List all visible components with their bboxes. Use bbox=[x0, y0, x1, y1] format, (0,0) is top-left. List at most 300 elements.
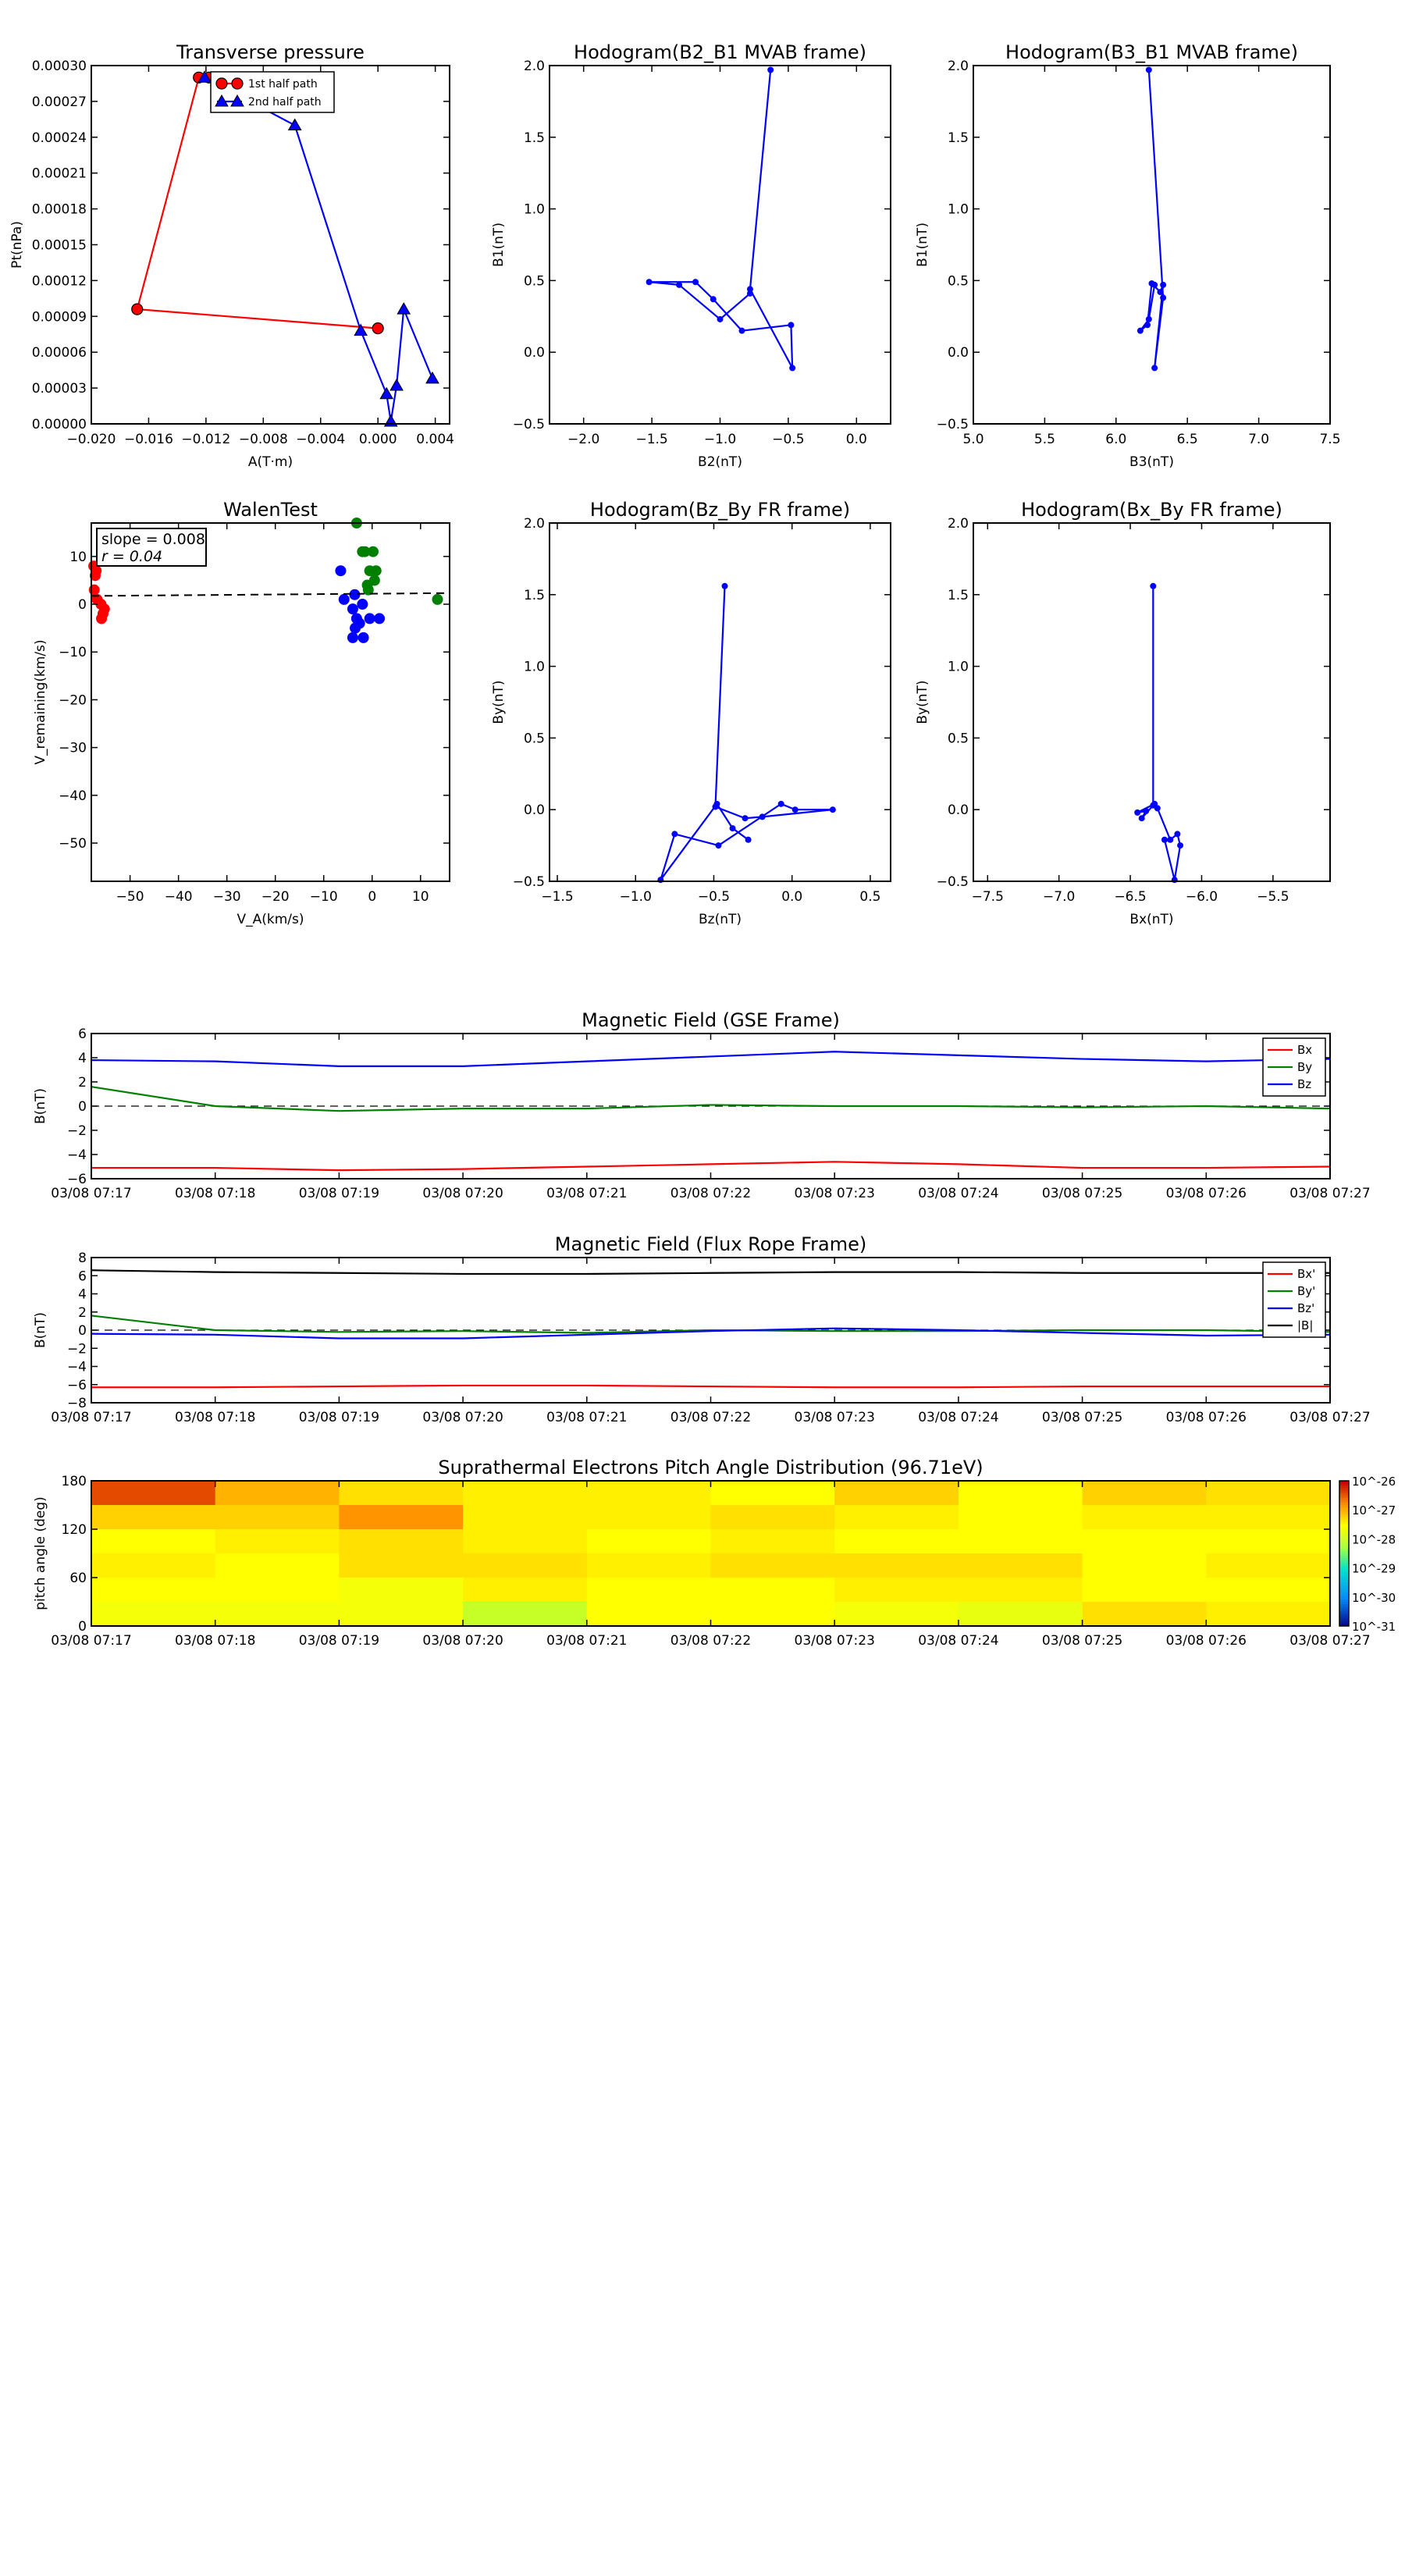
heatmap-cell bbox=[959, 1529, 1083, 1554]
chart-h1 bbox=[491, 41, 891, 470]
y-tick-label: −2 bbox=[66, 1341, 87, 1357]
x-tick-label: −0.012 bbox=[181, 432, 231, 447]
y-tick-label: 1.0 bbox=[947, 201, 969, 218]
series-0-point-3 bbox=[788, 322, 794, 328]
colorbar-segment bbox=[1339, 1507, 1349, 1510]
y-tick-label: 0.0 bbox=[523, 802, 545, 819]
series-0-point-7 bbox=[1137, 328, 1144, 334]
x-tick-label: 03/08 07:17 bbox=[51, 1410, 132, 1425]
legend-label-0: 1st half path bbox=[248, 78, 318, 91]
heatmap-cell bbox=[339, 1505, 463, 1530]
colorbar-segment bbox=[1339, 1553, 1349, 1557]
colorbar-segment bbox=[1339, 1582, 1349, 1585]
heatmap-cell bbox=[1083, 1505, 1207, 1530]
legend-label-1: By bbox=[1297, 1060, 1313, 1074]
chart-title: Magnetic Field (Flux Rope Frame) bbox=[554, 1233, 867, 1255]
y-tick-label: 0.00006 bbox=[31, 345, 87, 361]
y-tick-label: −20 bbox=[59, 692, 87, 709]
colorbar-segment bbox=[1339, 1525, 1349, 1528]
series-line-0 bbox=[91, 1162, 1330, 1170]
legend-label-3: |B| bbox=[1297, 1318, 1314, 1332]
chart-h3 bbox=[491, 499, 891, 927]
series-2-point-11 bbox=[357, 599, 368, 610]
heatmap-cell bbox=[91, 1553, 215, 1578]
heatmap-cell bbox=[834, 1481, 959, 1506]
y-tick-label: 6 bbox=[78, 1026, 87, 1042]
y-tick-label: 60 bbox=[69, 1571, 87, 1586]
x-tick-label: −0.004 bbox=[296, 432, 346, 447]
heatmap-cell bbox=[1206, 1529, 1330, 1554]
colorbar-label: 10^-30 bbox=[1352, 1590, 1396, 1605]
colorbar-segment bbox=[1339, 1485, 1349, 1489]
y-tick-label: 0.5 bbox=[947, 273, 969, 290]
x-tick-label: −40 bbox=[164, 889, 193, 905]
y-axis-label: B1(nT) bbox=[491, 222, 507, 267]
series-line-0 bbox=[91, 1386, 1330, 1387]
x-tick-label: 03/08 07:27 bbox=[1289, 1410, 1371, 1425]
y-tick-label: 1.5 bbox=[523, 130, 545, 146]
chart-title: Hodogram(B2_B1 MVAB frame) bbox=[574, 41, 866, 63]
series-1-point-6 bbox=[397, 303, 410, 314]
colorbar-segment bbox=[1339, 1522, 1349, 1525]
heatmap-cell bbox=[1083, 1529, 1207, 1554]
x-tick-label: −0.008 bbox=[238, 432, 288, 447]
colorbar-segment bbox=[1339, 1551, 1349, 1554]
y-axis-label: By(nT) bbox=[491, 680, 507, 724]
y-tick-label: 2 bbox=[78, 1304, 87, 1321]
y-tick-label: 0 bbox=[78, 1099, 87, 1115]
series-0-point-1 bbox=[1160, 294, 1166, 301]
series-2-point-9 bbox=[350, 623, 361, 634]
y-tick-label: −8 bbox=[66, 1396, 87, 1411]
annotation-slope: slope = 0.008 bbox=[101, 531, 205, 548]
heatmap-cell bbox=[587, 1529, 711, 1554]
colorbar-segment bbox=[1339, 1539, 1349, 1542]
colorbar-segment bbox=[1339, 1532, 1349, 1535]
colorbar-label: 10^-26 bbox=[1352, 1475, 1396, 1489]
colorbar-segment bbox=[1339, 1500, 1349, 1503]
colorbar-segment bbox=[1339, 1568, 1349, 1571]
colorbar-segment bbox=[1339, 1592, 1349, 1596]
colorbar-segment bbox=[1339, 1544, 1349, 1547]
y-tick-label: −4 bbox=[66, 1359, 87, 1375]
series-2-point-7 bbox=[374, 613, 385, 624]
x-tick-label: 0.0 bbox=[845, 432, 867, 447]
chart-title: Transverse pressure bbox=[176, 41, 365, 63]
colorbar-segment bbox=[1339, 1488, 1349, 1491]
x-tick-label: 6.5 bbox=[1176, 432, 1198, 447]
colorbar-segment bbox=[1339, 1558, 1349, 1561]
y-tick-label: 0 bbox=[78, 597, 87, 614]
heatmap-cell bbox=[587, 1481, 711, 1506]
series-0-point-6 bbox=[1144, 322, 1151, 328]
heatmap-cell bbox=[463, 1553, 587, 1578]
heatmap-cell bbox=[91, 1578, 215, 1603]
y-tick-label: 0 bbox=[78, 1619, 87, 1635]
series-0-point-11 bbox=[730, 825, 736, 831]
series-0-point-9 bbox=[1151, 282, 1158, 288]
fit-line bbox=[91, 593, 450, 596]
colorbar-segment bbox=[1339, 1490, 1349, 1493]
heatmap-cell bbox=[1083, 1481, 1207, 1506]
x-tick-label: −1.0 bbox=[703, 432, 737, 447]
y-tick-label: 0.5 bbox=[947, 731, 969, 747]
y-tick-label: 0.00021 bbox=[31, 165, 87, 182]
heatmap-cell bbox=[1206, 1602, 1330, 1627]
heatmap-cell bbox=[463, 1602, 587, 1627]
heatmap-cell bbox=[463, 1481, 587, 1506]
series-0-point-4 bbox=[1157, 289, 1163, 295]
colorbar-segment bbox=[1339, 1529, 1349, 1532]
x-axis-label: B2(nT) bbox=[698, 454, 742, 470]
heatmap-cell bbox=[959, 1505, 1083, 1530]
x-tick-label: −6.5 bbox=[1114, 889, 1147, 905]
x-tick-label: 03/08 07:19 bbox=[298, 1633, 380, 1649]
heatmap-cell bbox=[834, 1602, 959, 1627]
heatmap-cell bbox=[463, 1529, 587, 1554]
heatmap-cell bbox=[587, 1602, 711, 1627]
x-tick-label: 03/08 07:21 bbox=[546, 1410, 628, 1425]
colorbar-segment bbox=[1339, 1578, 1349, 1581]
heatmap-cell bbox=[339, 1481, 463, 1506]
heatmap-cell bbox=[834, 1529, 959, 1554]
heatmap-cell bbox=[587, 1553, 711, 1578]
colorbar-segment bbox=[1339, 1566, 1349, 1569]
colorbar-segment bbox=[1339, 1517, 1349, 1521]
x-axis-label: Bx(nT) bbox=[1129, 912, 1174, 927]
y-tick-label: −50 bbox=[59, 836, 87, 852]
heatmap-cell bbox=[339, 1578, 463, 1603]
x-axis-label: A(T·m) bbox=[247, 454, 293, 470]
heatmap-cell bbox=[339, 1553, 463, 1578]
x-tick-label: 03/08 07:17 bbox=[51, 1633, 132, 1649]
x-tick-label: 03/08 07:21 bbox=[546, 1186, 628, 1201]
x-tick-label: −0.5 bbox=[697, 889, 731, 905]
x-tick-label: 03/08 07:26 bbox=[1165, 1186, 1247, 1201]
chart-bgse bbox=[33, 1009, 1371, 1201]
colorbar-label: 10^-31 bbox=[1352, 1620, 1396, 1634]
colorbar-segment bbox=[1339, 1571, 1349, 1574]
series-0-point-11 bbox=[1161, 837, 1168, 843]
heatmap-cell bbox=[215, 1529, 340, 1554]
x-tick-label: 03/08 07:26 bbox=[1165, 1410, 1247, 1425]
heatmap-cell bbox=[1206, 1578, 1330, 1603]
heatmap-cell bbox=[215, 1578, 340, 1603]
y-tick-label: 6 bbox=[78, 1268, 87, 1285]
series-line-0 bbox=[649, 70, 793, 368]
y-tick-label: 0.00000 bbox=[31, 417, 87, 432]
annotation-r: r = 0.04 bbox=[101, 548, 163, 565]
y-tick-label: 4 bbox=[78, 1286, 87, 1303]
x-tick-label: 10 bbox=[411, 889, 429, 905]
x-tick-label: 6.0 bbox=[1105, 432, 1127, 447]
y-tick-label: 2 bbox=[78, 1075, 87, 1091]
series-1-point-2 bbox=[368, 546, 379, 557]
x-tick-label: 0.0 bbox=[781, 889, 803, 905]
series-line-3 bbox=[91, 1270, 1330, 1274]
colorbar-segment bbox=[1339, 1527, 1349, 1530]
heatmap-cell bbox=[834, 1578, 959, 1603]
colorbar-label: 10^-28 bbox=[1352, 1532, 1396, 1547]
colorbar-segment bbox=[1339, 1590, 1349, 1593]
series-2-point-0 bbox=[335, 565, 346, 576]
series-0-point-3 bbox=[1160, 282, 1166, 288]
chart-h2 bbox=[915, 41, 1341, 470]
colorbar-segment bbox=[1339, 1493, 1349, 1496]
legend-label-0: Bx' bbox=[1297, 1267, 1316, 1281]
series-0-point-10 bbox=[747, 290, 753, 297]
series-0-point-0 bbox=[1146, 67, 1152, 73]
chart-pad bbox=[33, 1457, 1396, 1649]
series-0-point-7 bbox=[646, 279, 653, 285]
x-tick-label: 5.0 bbox=[962, 432, 984, 447]
series-0-point-6 bbox=[99, 603, 110, 614]
y-tick-label: 2.0 bbox=[523, 516, 545, 532]
series-line-1 bbox=[91, 1087, 1330, 1111]
x-tick-label: 7.0 bbox=[1248, 432, 1270, 447]
colorbar-segment bbox=[1339, 1604, 1349, 1607]
heatmap-cell bbox=[959, 1578, 1083, 1603]
series-0-point-4 bbox=[830, 806, 836, 813]
x-tick-label: 03/08 07:24 bbox=[918, 1186, 999, 1201]
heatmap-cell bbox=[1206, 1481, 1330, 1506]
y-tick-label: −2 bbox=[66, 1123, 87, 1139]
x-tick-label: −0.020 bbox=[66, 432, 116, 447]
chart-title: Magnetic Field (GSE Frame) bbox=[582, 1009, 840, 1031]
colorbar-segment bbox=[1339, 1546, 1349, 1550]
x-tick-label: 03/08 07:19 bbox=[298, 1410, 380, 1425]
heatmap-cell bbox=[1083, 1578, 1207, 1603]
y-tick-label: 0.5 bbox=[523, 273, 545, 290]
x-tick-label: 03/08 07:18 bbox=[175, 1186, 256, 1201]
plot-frame bbox=[550, 66, 891, 424]
series-1-point-1 bbox=[289, 119, 301, 130]
colorbar-segment bbox=[1339, 1556, 1349, 1559]
y-tick-label: 10 bbox=[69, 549, 87, 565]
series-2-point-1 bbox=[339, 594, 350, 605]
y-tick-label: 2.0 bbox=[523, 59, 545, 74]
y-axis-label: B(nT) bbox=[33, 1311, 48, 1349]
colorbar-segment bbox=[1339, 1609, 1349, 1612]
series-0-point-1 bbox=[132, 304, 143, 315]
plot-frame bbox=[91, 66, 450, 424]
heatmap-cell bbox=[711, 1553, 835, 1578]
heatmap-cell bbox=[339, 1602, 463, 1627]
y-tick-label: 8 bbox=[78, 1251, 87, 1266]
heatmap-cell bbox=[215, 1505, 340, 1530]
legend-label-2: Bz' bbox=[1297, 1301, 1315, 1315]
plot-frame bbox=[973, 523, 1330, 881]
legend-marker-0-point-1 bbox=[232, 78, 243, 89]
colorbar-segment bbox=[1339, 1520, 1349, 1523]
y-axis-label: V_remaining(km/s) bbox=[33, 639, 48, 765]
heatmap-cell bbox=[215, 1553, 340, 1578]
y-tick-label: 180 bbox=[61, 1474, 87, 1489]
x-tick-label: 03/08 07:23 bbox=[794, 1410, 875, 1425]
series-2-point-5 bbox=[358, 632, 369, 643]
heatmap-cell bbox=[711, 1602, 835, 1627]
colorbar-label: 10^-27 bbox=[1352, 1503, 1396, 1518]
y-tick-label: −0.5 bbox=[512, 417, 545, 432]
heatmap-cell bbox=[1083, 1553, 1207, 1578]
series-0-point-10 bbox=[713, 801, 720, 807]
heatmap-cell bbox=[1206, 1553, 1330, 1578]
heatmap-cell bbox=[339, 1529, 463, 1554]
y-axis-label: pitch angle (deg) bbox=[33, 1496, 48, 1610]
legend-label-2: Bz bbox=[1297, 1077, 1312, 1091]
y-tick-label: 0.5 bbox=[523, 731, 545, 747]
colorbar-segment bbox=[1339, 1483, 1349, 1486]
chart-tp bbox=[9, 41, 454, 470]
y-tick-label: 0.00003 bbox=[31, 381, 87, 397]
colorbar-segment bbox=[1339, 1542, 1349, 1545]
series-0-point-0 bbox=[767, 67, 774, 73]
series-0-point-8 bbox=[1146, 316, 1152, 322]
series-0-point-2 bbox=[1139, 815, 1145, 821]
y-tick-label: 0.0 bbox=[523, 345, 545, 361]
x-tick-label: 0.000 bbox=[358, 432, 397, 447]
y-axis-label: Pt(nPa) bbox=[9, 221, 25, 269]
heatmap-cell bbox=[711, 1481, 835, 1506]
series-2-point-6 bbox=[365, 613, 375, 624]
series-line-0 bbox=[137, 77, 378, 328]
y-tick-label: 1.0 bbox=[523, 201, 545, 218]
colorbar-segment bbox=[1339, 1619, 1349, 1622]
colorbar-segment bbox=[1339, 1534, 1349, 1537]
x-tick-label: 03/08 07:17 bbox=[51, 1186, 132, 1201]
series-0-point-0 bbox=[722, 583, 728, 589]
heatmap-cell bbox=[463, 1578, 587, 1603]
series-0-point-8 bbox=[671, 831, 678, 837]
colorbar-segment bbox=[1339, 1560, 1349, 1564]
x-axis-label: V_A(km/s) bbox=[237, 912, 304, 927]
colorbar-segment bbox=[1339, 1505, 1349, 1508]
colorbar-segment bbox=[1339, 1549, 1349, 1552]
series-line-2 bbox=[91, 1051, 1330, 1066]
colorbar-segment bbox=[1339, 1575, 1349, 1578]
y-tick-label: 2.0 bbox=[947, 516, 969, 532]
y-tick-label: −0.5 bbox=[936, 874, 969, 890]
y-tick-label: 0.00027 bbox=[31, 94, 87, 110]
x-tick-label: −0.5 bbox=[772, 432, 805, 447]
heatmap-cell bbox=[959, 1553, 1083, 1578]
series-0-point-5 bbox=[710, 296, 717, 302]
x-tick-label: 03/08 07:25 bbox=[1041, 1410, 1123, 1425]
chart-walen bbox=[33, 499, 450, 927]
colorbar-segment bbox=[1339, 1597, 1349, 1600]
x-axis-label: Bz(nT) bbox=[698, 912, 742, 927]
y-axis-label: B(nT) bbox=[33, 1087, 48, 1125]
colorbar-segment bbox=[1339, 1595, 1349, 1598]
y-tick-label: 0 bbox=[78, 1323, 87, 1339]
series-0-point-9 bbox=[1177, 842, 1183, 849]
series-0-point-0 bbox=[372, 323, 383, 334]
y-axis-label: By(nT) bbox=[915, 680, 930, 724]
x-tick-label: 03/08 07:23 bbox=[794, 1186, 875, 1201]
x-tick-label: 5.5 bbox=[1033, 432, 1055, 447]
y-tick-label: 120 bbox=[61, 1522, 87, 1538]
x-tick-label: 0 bbox=[368, 889, 377, 905]
chart-title: Suprathermal Electrons Pitch Angle Distribution (96.71eV) bbox=[438, 1457, 984, 1478]
series-1-point-5 bbox=[390, 379, 403, 390]
colorbar-segment bbox=[1339, 1510, 1349, 1513]
colorbar-segment bbox=[1339, 1599, 1349, 1603]
series-1-point-7 bbox=[426, 372, 439, 383]
x-tick-label: 03/08 07:18 bbox=[175, 1633, 256, 1649]
x-tick-label: 03/08 07:22 bbox=[670, 1633, 752, 1649]
series-line-0 bbox=[1140, 70, 1163, 368]
y-tick-label: 0.0 bbox=[947, 345, 969, 361]
legend-label-0: Bx bbox=[1297, 1043, 1313, 1057]
colorbar-segment bbox=[1339, 1580, 1349, 1583]
series-0-point-8 bbox=[91, 565, 101, 576]
legend-label-1: 2nd half path bbox=[248, 96, 322, 109]
x-tick-label: −1.5 bbox=[635, 432, 668, 447]
heatmap-cell bbox=[959, 1481, 1083, 1506]
y-tick-label: 2.0 bbox=[947, 59, 969, 74]
series-0-point-2 bbox=[742, 815, 749, 821]
series-0-point-7 bbox=[1167, 837, 1173, 843]
series-0-point-4 bbox=[738, 328, 745, 334]
heatmap-cell bbox=[834, 1505, 959, 1530]
x-tick-label: 03/08 07:20 bbox=[422, 1410, 503, 1425]
series-0-point-6 bbox=[1154, 805, 1161, 811]
series-0-point-12 bbox=[745, 837, 752, 843]
chart-title: Hodogram(B3_B1 MVAB frame) bbox=[1005, 41, 1298, 63]
heatmap-cell bbox=[587, 1578, 711, 1603]
plot-frame bbox=[91, 523, 450, 881]
heatmap-cell bbox=[959, 1602, 1083, 1627]
y-tick-label: 0.00009 bbox=[31, 309, 87, 326]
x-tick-label: 03/08 07:21 bbox=[546, 1633, 628, 1649]
colorbar-segment bbox=[1339, 1606, 1349, 1610]
y-tick-label: 0.00015 bbox=[31, 237, 87, 254]
series-0-point-3 bbox=[1143, 808, 1149, 814]
colorbar-segment bbox=[1339, 1614, 1349, 1617]
chart-title: Hodogram(Bz_By FR frame) bbox=[589, 499, 851, 521]
x-tick-label: 03/08 07:22 bbox=[670, 1186, 752, 1201]
series-0-point-2 bbox=[1151, 365, 1158, 371]
heatmap-cell bbox=[834, 1553, 959, 1578]
x-tick-label: 0.004 bbox=[416, 432, 454, 447]
x-tick-label: 03/08 07:27 bbox=[1289, 1633, 1371, 1649]
series-0-point-6 bbox=[692, 279, 699, 285]
heatmap-cell bbox=[711, 1529, 835, 1554]
x-tick-label: 03/08 07:24 bbox=[918, 1633, 999, 1649]
series-line-0 bbox=[1137, 586, 1180, 880]
legend-label-1: By' bbox=[1297, 1284, 1316, 1298]
y-tick-label: −4 bbox=[66, 1147, 87, 1163]
y-tick-label: 0.00024 bbox=[31, 130, 87, 146]
series-1-point-8 bbox=[371, 565, 382, 576]
series-line-0 bbox=[660, 586, 833, 880]
series-1-point-5 bbox=[369, 575, 380, 585]
chart-h4 bbox=[915, 499, 1330, 927]
x-tick-label: −7.0 bbox=[1043, 889, 1076, 905]
colorbar-segment bbox=[1339, 1587, 1349, 1590]
series-2-point-2 bbox=[349, 589, 360, 600]
series-2-point-10 bbox=[347, 632, 358, 643]
colorbar-segment bbox=[1339, 1602, 1349, 1605]
series-0-point-8 bbox=[1174, 831, 1180, 837]
series-1-point-9 bbox=[432, 594, 443, 605]
series-line-1 bbox=[205, 77, 432, 422]
colorbar-segment bbox=[1339, 1498, 1349, 1501]
x-tick-label: 0.5 bbox=[859, 889, 881, 905]
x-tick-label: 03/08 07:27 bbox=[1289, 1186, 1371, 1201]
y-tick-label: 1.5 bbox=[523, 587, 545, 603]
heatmap-cell bbox=[463, 1505, 587, 1530]
